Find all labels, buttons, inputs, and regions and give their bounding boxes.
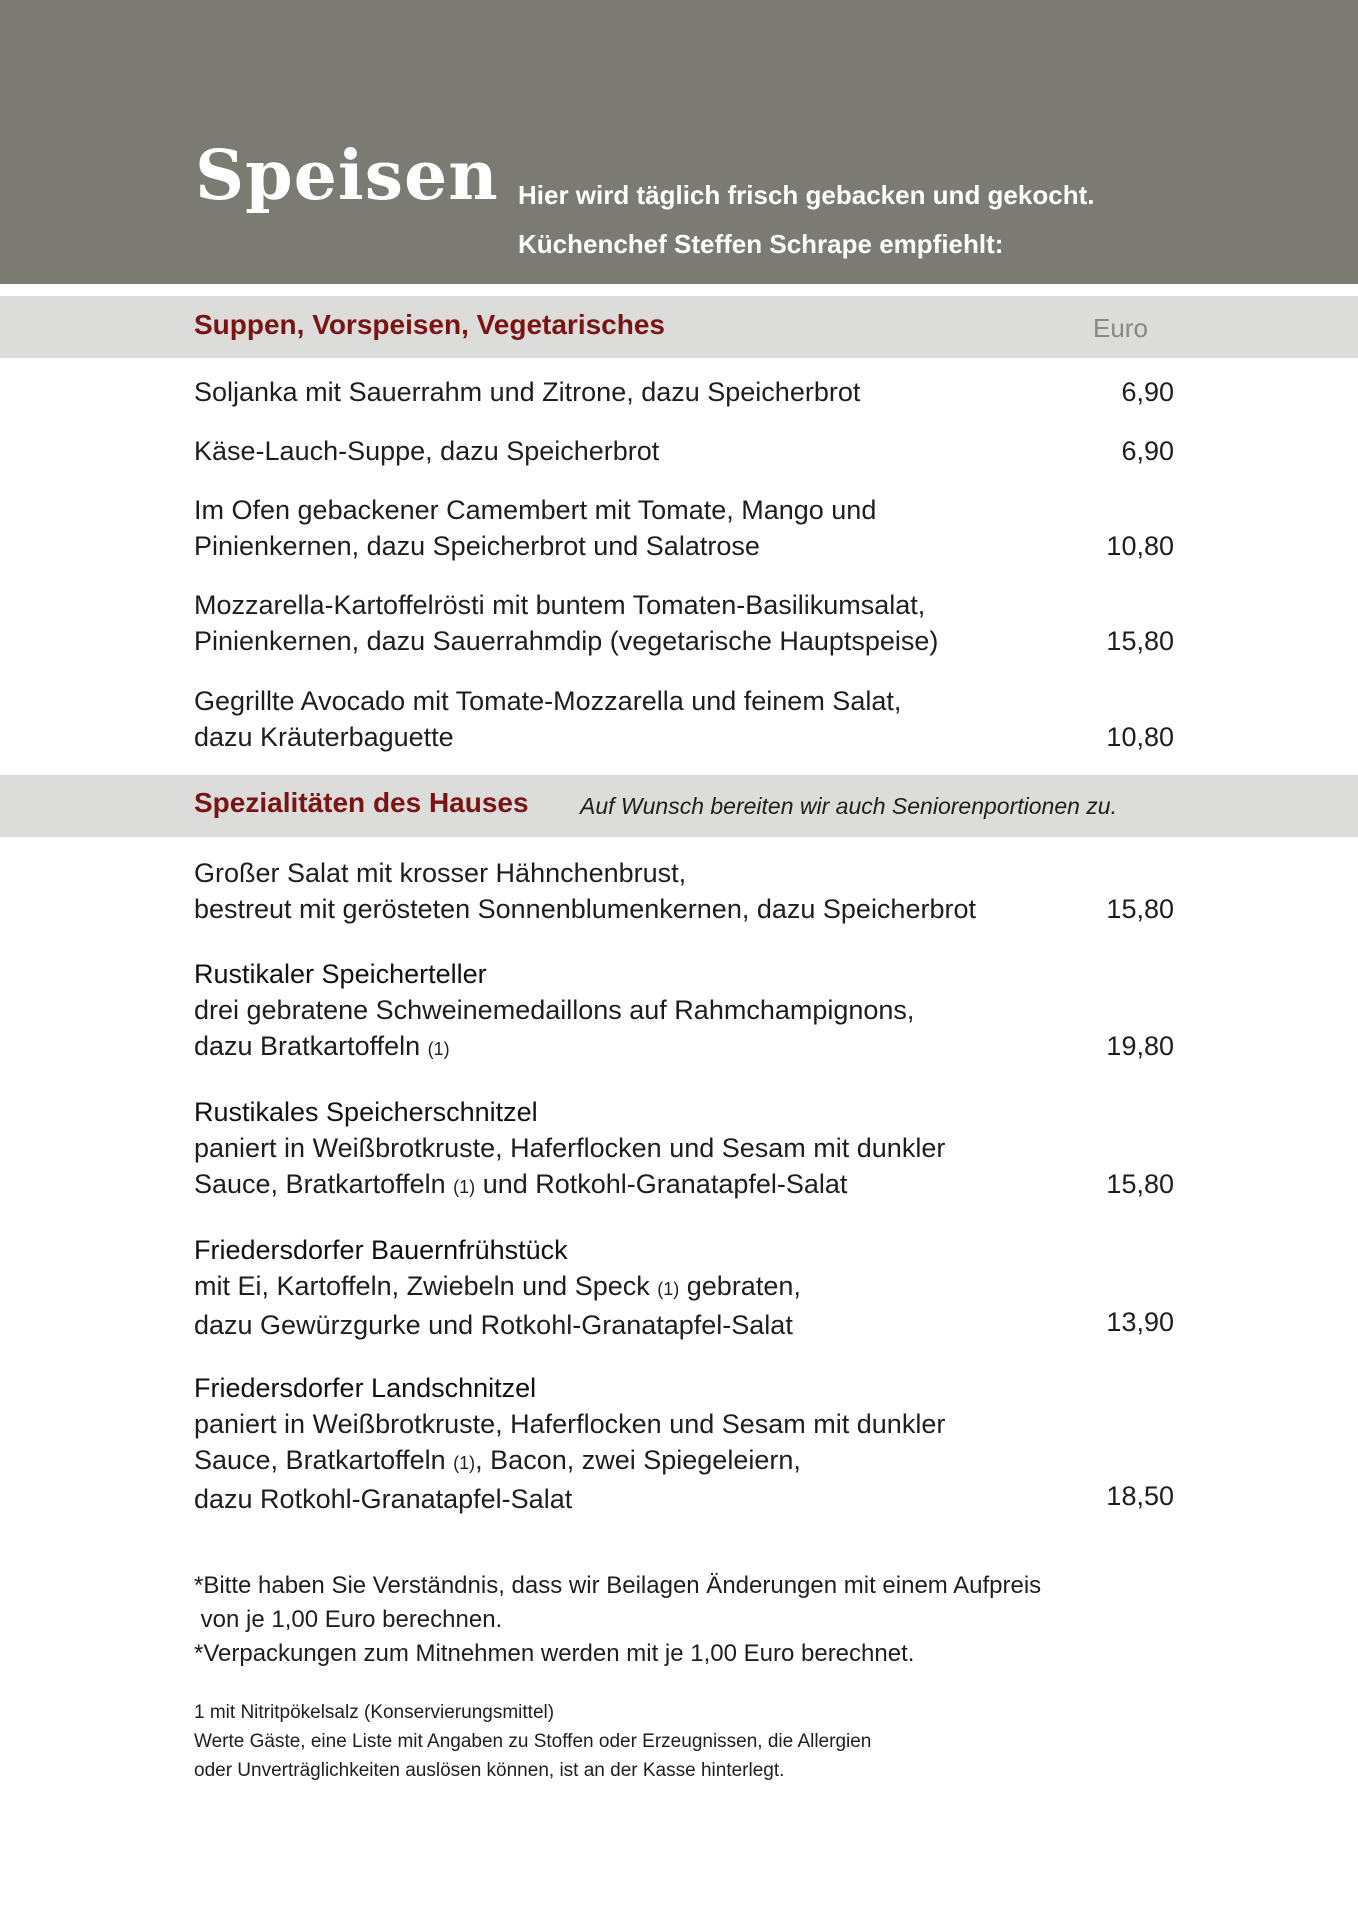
notice-text: *Bitte haben Sie Verständnis, dass wir Beilagen Änderungen mit einem Aufpreis	[194, 1572, 1042, 1599]
item-price: 18,50	[1106, 1481, 1174, 1511]
menu-item	[194, 956, 1174, 1067]
item-text: dazu Bratkartoffeln	[194, 1031, 421, 1061]
item-line: Soljanka mit Sauerrahm und Zitrone, dazu Speicherbrot	[194, 377, 861, 407]
section-header-soups	[0, 296, 1358, 358]
small-print-text: 1 mit Nitritpökelsalz (Konservierungsmittel)	[194, 1702, 555, 1723]
item-name: Friedersdorfer Landschnitzel	[194, 1373, 537, 1403]
item-line: Großer Salat mit krosser Hähnchenbrust,	[194, 858, 687, 888]
menu-item	[194, 433, 1174, 469]
item-line: Käse-Lauch-Suppe, dazu Speicherbrot	[194, 436, 660, 466]
item-line: bestreut mit gerösteten Sonnenblumenkernen, dazu Speicherbrot	[194, 894, 976, 924]
item-text: Sauce, Bratkartoffeln	[194, 1445, 446, 1475]
item-price: 6,90	[1121, 377, 1174, 407]
item-price: 15,80	[1106, 626, 1174, 656]
item-line: paniert in Weißbrotkruste, Haferflocken und Sesam mit dunkler	[194, 1409, 946, 1439]
item-name: Friedersdorfer Bauernfrühstück	[194, 1235, 568, 1265]
item-line	[194, 1268, 1174, 1307]
item-line: Gegrillte Avocado mit Tomate-Mozzarella und feinem Salat,	[194, 686, 902, 716]
header-banner	[0, 0, 1358, 284]
item-line: Pinienkernen, dazu Speicherbrot und Salatrose	[194, 531, 760, 561]
item-line	[194, 1028, 1174, 1067]
footnote-marker: (1)	[453, 1177, 476, 1197]
item-price: 15,80	[1106, 894, 1174, 924]
item-line: drei gebratene Schweinemedaillons auf Rahmchampignons,	[194, 995, 915, 1025]
item-price: 10,80	[1106, 531, 1174, 561]
item-price: 13,90	[1106, 1307, 1174, 1337]
menu-item	[194, 683, 1174, 755]
menu-item	[194, 855, 1174, 927]
item-name: Rustikales Speicherschnitzel	[194, 1097, 538, 1127]
menu-item	[194, 1094, 1174, 1205]
item-line	[194, 1442, 1174, 1481]
notice-text: von je 1,00 Euro berechnen.	[194, 1606, 503, 1633]
item-line	[194, 1166, 1174, 1205]
footer-small-print	[194, 1698, 1174, 1785]
footnote-marker: (1)	[453, 1453, 476, 1473]
item-name: Rustikaler Speicherteller	[194, 959, 487, 989]
item-line: dazu Kräuterbaguette	[194, 722, 454, 752]
header-subtitle-line2: Küchenchef Steffen Schrape empfiehlt:	[518, 229, 1004, 259]
item-line: Im Ofen gebackener Camembert mit Tomate, Mango und	[194, 495, 877, 525]
page-title: Speisen	[195, 136, 499, 216]
footnote-marker: (1)	[657, 1279, 680, 1299]
item-line: paniert in Weißbrotkruste, Haferflocken und Sesam mit dunkler	[194, 1133, 946, 1163]
menu-item	[194, 492, 1174, 564]
section-header-specialties	[0, 775, 1358, 837]
section-note: Auf Wunsch bereiten wir auch Seniorenportionen zu.	[580, 793, 1117, 819]
item-price: 19,80	[1106, 1031, 1174, 1061]
item-text: mit Ei, Kartoffeln, Zwiebeln und Speck	[194, 1271, 650, 1301]
item-text: , Bacon, zwei Spiegeleiern,	[475, 1445, 801, 1475]
item-price: 10,80	[1106, 722, 1174, 752]
item-line: Mozzarella-Kartoffelrösti mit buntem Tomaten-Basilikumsalat,	[194, 590, 926, 620]
notice-text: *Verpackungen zum Mitnehmen werden mit je 1,00 Euro berechnet.	[194, 1640, 915, 1667]
item-text: gebraten,	[686, 1271, 801, 1301]
item-text: und Rotkohl-Granatapfel-Salat	[482, 1169, 848, 1199]
item-line: Pinienkernen, dazu Sauerrahmdip (vegetarische Hauptspeise)	[194, 626, 939, 656]
section-title: Suppen, Vorspeisen, Vegetarisches	[194, 309, 665, 340]
item-price: 6,90	[1121, 436, 1174, 466]
menu-item	[194, 1370, 1174, 1517]
section-title: Spezialitäten des Hauses	[194, 787, 529, 818]
footer-notices	[194, 1569, 1174, 1671]
menu-item	[194, 587, 1174, 659]
small-print-text: oder Unverträglichkeiten auslösen können, ist an der Kasse hinterlegt.	[194, 1760, 785, 1781]
currency-label: Euro	[1093, 313, 1148, 343]
item-line: dazu Rotkohl-Granatapfel-Salat	[194, 1484, 573, 1514]
small-print-text: Werte Gäste, eine Liste mit Angaben zu Stoffen oder Erzeugnissen, die Allergien	[194, 1731, 872, 1752]
menu-item	[194, 1232, 1174, 1343]
menu-item	[194, 374, 1174, 410]
item-line: dazu Gewürzgurke und Rotkohl-Granatapfel-Salat	[194, 1310, 793, 1340]
header-subtitle-line1: Hier wird täglich frisch gebacken und gekocht.	[518, 180, 1095, 210]
item-price: 15,80	[1106, 1169, 1174, 1199]
item-text: Sauce, Bratkartoffeln	[194, 1169, 446, 1199]
footnote-marker: (1)	[427, 1039, 450, 1059]
